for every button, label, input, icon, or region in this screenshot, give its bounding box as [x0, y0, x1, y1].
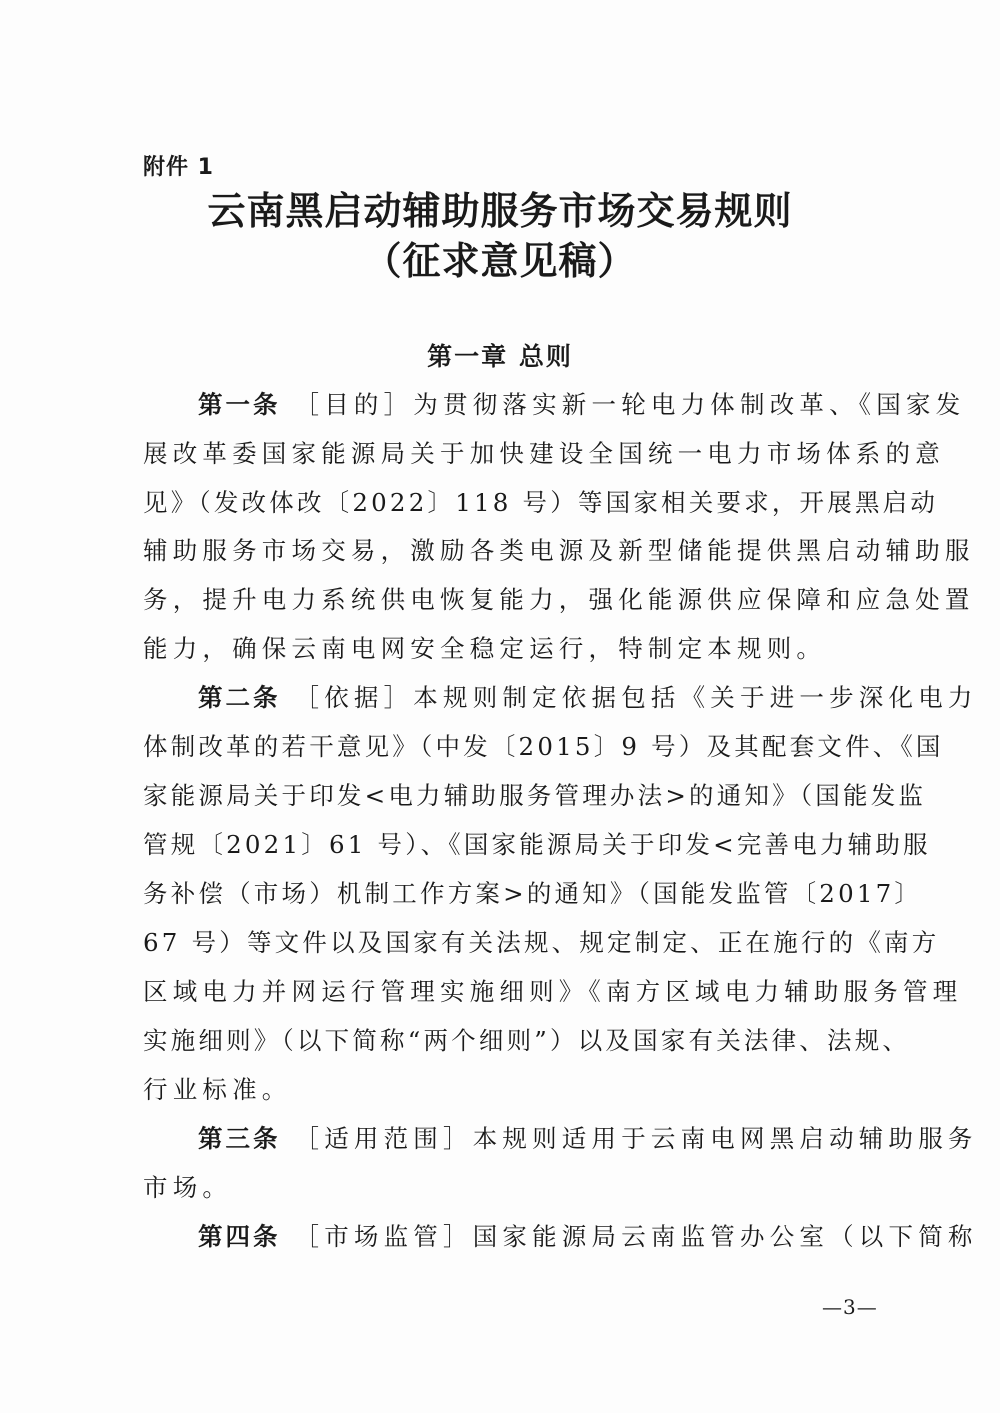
article-2-line-9: 行业标准。	[143, 1075, 292, 1104]
article-2-line-7: 区域电力并网运行管理实施细则》《南方区域电力辅助服务管理	[143, 977, 963, 1006]
article-1-line-3: 见》（发改体改〔2022〕118 号）等国家相关要求，开展黑启动	[143, 488, 939, 517]
article-2-heading: 第二条	[198, 683, 281, 712]
article-2-line-1: ［依据］本规则制定依据包括《关于进一步深化电力	[294, 683, 978, 712]
article-3-line-1: ［适用范围］本规则适用于云南电网黑启动辅助服务	[294, 1124, 978, 1153]
article-2-line-4: 管规〔2021〕61 号）、《国家能源局关于印发<完善电力辅助服	[143, 830, 931, 859]
article-1-heading: 第一条	[198, 390, 281, 419]
article-1-line-6: 能力，确保云南电网安全稳定运行，特制定本规则。	[143, 634, 827, 663]
document-subtitle: （征求意见稿）	[363, 238, 637, 283]
article-2-first-line	[198, 680, 978, 716]
article-1-line-1: ［目的］为贯彻落实新一轮电力体制改革、《国家发	[294, 390, 966, 419]
article-4-first-line	[198, 1219, 978, 1255]
article-3-first-line	[198, 1121, 978, 1157]
chapter-heading: 第一章 总则	[427, 342, 573, 371]
article-2-line-5: 务补偿（市场）机制工作方案>的通知》（国能发监管〔2017〕	[143, 879, 923, 908]
article-1-line-5: 务，提升电力系统供电恢复能力，强化能源供应保障和应急处置	[143, 585, 975, 614]
article-4-heading: 第四条	[198, 1222, 281, 1251]
article-4-line-1: ［市场监管］国家能源局云南监管办公室（以下简称	[294, 1222, 978, 1251]
article-3-line-2: 市场。	[143, 1173, 233, 1202]
article-1-first-line	[198, 387, 966, 423]
article-3-heading: 第三条	[198, 1124, 281, 1153]
article-2-line-8: 实施细则》（以下简称“两个细则”）以及国家有关法律、法规、	[143, 1026, 911, 1055]
article-1-line-2: 展改革委国家能源局关于加快建设全国统一电力市场体系的意	[143, 439, 945, 468]
article-2-line-2: 体制改革的若干意见》（中发〔2015〕9 号）及其配套文件、《国	[143, 732, 944, 761]
document-title: 云南黑启动辅助服务市场交易规则	[207, 188, 793, 233]
page-number: —3—	[822, 1295, 878, 1319]
attachment-label: 附件 1	[143, 155, 214, 180]
article-2-line-3: 家能源局关于印发<电力辅助服务管理办法>的通知》（国能发监	[143, 781, 927, 810]
article-2-line-6: 67 号）等文件以及国家有关法规、规定制定、正在施行的《南方	[143, 928, 940, 957]
article-1-line-4: 辅助服务市场交易，激励各类电源及新型储能提供黑启动辅助服	[143, 536, 975, 565]
